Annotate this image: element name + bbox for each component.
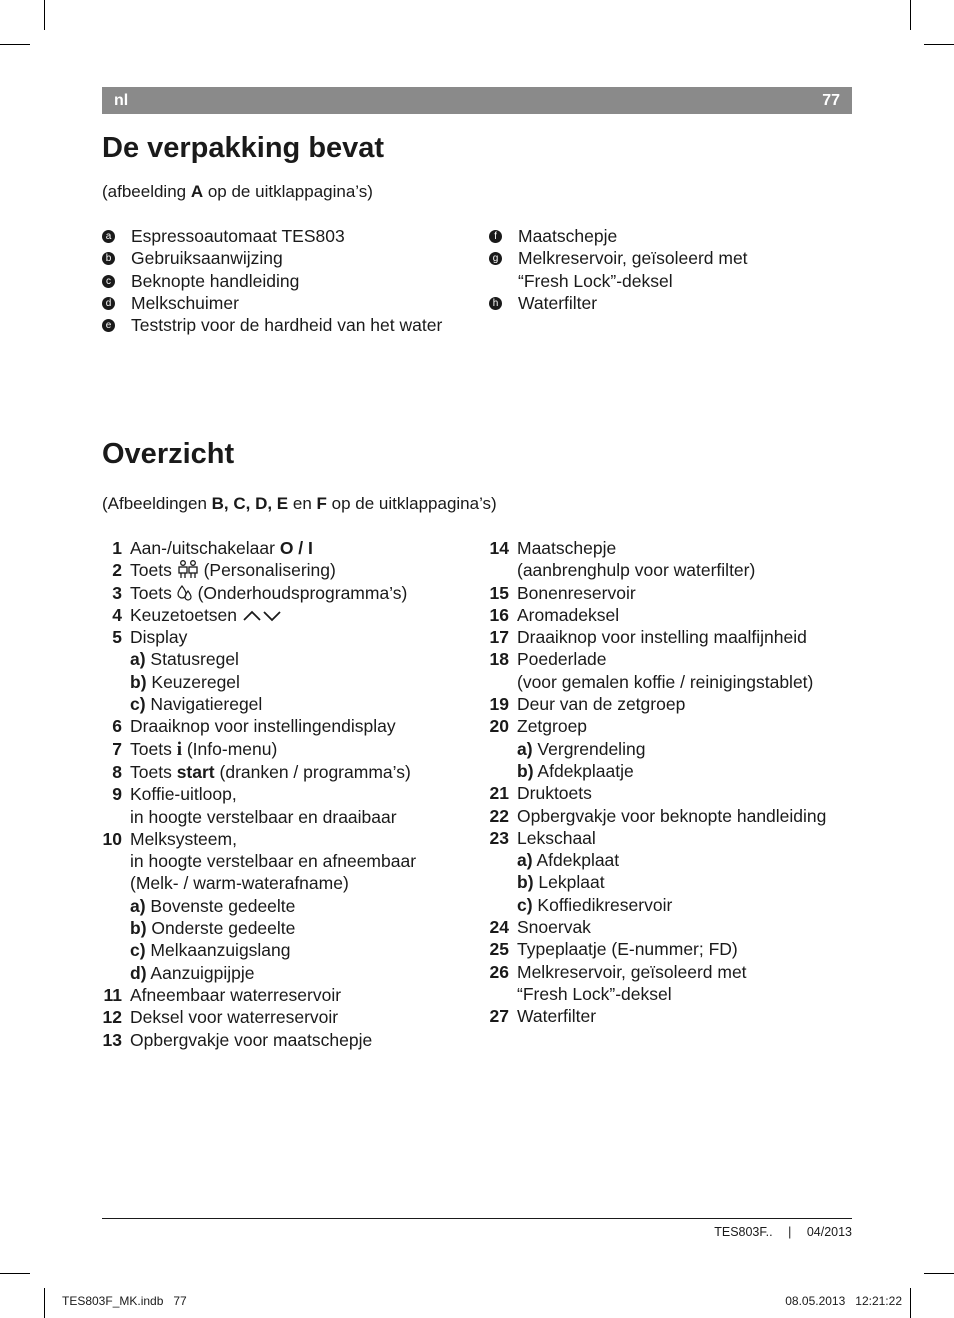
list-item: 11 Afneembaar waterreservoir: [103, 984, 342, 1005]
overview-list-left: [100, 537, 416, 1051]
crop-mark: [0, 44, 30, 45]
letter-badge: d: [102, 297, 115, 310]
list-item: 1 Aan-/uitschakelaar O / I: [112, 538, 313, 558]
section-title-package-contents: De verpakking bevat: [102, 132, 385, 164]
crop-mark: [44, 0, 45, 30]
list-item: 17 Draaiknop voor instelling maalfijnheid: [489, 627, 807, 648]
list-item: 5 Display a) Statusregel b) Keuzeregel c) Navigatieregel: [112, 627, 263, 715]
chevron-up-icon: [242, 609, 262, 623]
package-list-right: [489, 225, 748, 314]
list-item: f Maatschepje: [489, 225, 748, 247]
list-item: a Espressoautomaat TES803: [102, 225, 442, 247]
crop-mark: [910, 0, 911, 30]
language-code: nl: [114, 92, 129, 109]
list-item: 10 Melksysteem, in hoogte verstelbaar en afneembaar (Melk- / warm-waterafname) a) Bovenste gedeelte b) Onderste gedeelte c) Melkaanzuigslang d) Aanzuigpijpje: [102, 828, 417, 983]
list-item: 3 Toets (Onderhoudsprogramma’s): [112, 582, 408, 603]
list-item: d Melkschuimer: [102, 292, 442, 314]
list-item: 27 Waterfilter: [489, 1006, 597, 1027]
crop-mark: [0, 1273, 30, 1274]
list-item: 8 Toets start (dranken / programma’s): [112, 761, 411, 782]
footer-divider: [102, 1218, 852, 1219]
list-item: 13 Opbergvakje voor maatschepje: [102, 1029, 373, 1050]
chevron-down-icon: [262, 609, 282, 623]
list-item: h Waterfilter: [489, 292, 748, 314]
list-item: b Gebruiksaanwijzing: [102, 247, 442, 269]
crop-mark: [44, 1288, 45, 1318]
list-item: 9 Koffie-uitloop, in hoogte verstelbaar en draaibaar: [112, 784, 397, 827]
page-header-bar: [102, 87, 852, 114]
crop-mark: [924, 44, 954, 45]
letter-badge: c: [102, 275, 115, 288]
list-item: 23 Lekschaal a) Afdekplaat b) Lekplaat c) Koffiedikreservoir: [489, 827, 673, 915]
letter-badge: a: [102, 230, 115, 243]
letter-badge: e: [102, 319, 115, 332]
list-item: 20 Zetgroep a) Vergrendeling b) Afdekplaatje: [489, 716, 646, 781]
list-item: e Teststrip voor de hardheid van het water: [102, 314, 442, 336]
list-item: 4 Keuzetoetsen: [100, 604, 416, 626]
slug-filename: TES803F_MK.indb 77: [62, 1294, 187, 1308]
crop-mark: [910, 1288, 911, 1318]
list-item: 16 Aromadeksel: [489, 604, 620, 625]
list-item: 6 Draaiknop voor instellingendisplay: [112, 716, 396, 737]
list-item: 21 Druktoets: [489, 783, 592, 804]
slug-timestamp: 08.05.2013 12:21:22: [785, 1294, 902, 1308]
list-item: 15 Bonenreservoir: [489, 582, 636, 603]
list-item: g Melkreservoir, geïsoleerd met “Fresh Lock”-deksel: [489, 247, 748, 292]
page-number: 77: [822, 92, 840, 109]
list-item: 19 Deur van de zetgroep: [489, 694, 686, 715]
letter-badge: g: [489, 252, 502, 265]
list-item: 24 Snoervak: [489, 917, 591, 938]
list-item: 22 Opbergvakje voor beknopte handleiding: [489, 805, 827, 826]
figure-reference: (Afbeeldingen B, C, D, E en F op de uitklappagina’s): [102, 494, 497, 513]
list-item: 7 Toets i (Info-menu): [112, 738, 278, 760]
overview-list-right: [487, 537, 826, 1028]
list-item: c Beknopte handleiding: [102, 270, 442, 292]
maintenance-drops-icon: [177, 585, 193, 601]
letter-badge: h: [489, 297, 502, 310]
footer-info: TES803F.. | 04/2013: [714, 1225, 852, 1239]
crop-mark: [924, 1273, 954, 1274]
list-item: 18 Poederlade (voor gemalen koffie / reinigingstablet): [489, 649, 814, 692]
personalisation-icon: [177, 560, 199, 578]
package-list-left: [102, 225, 442, 336]
letter-badge: b: [102, 252, 115, 265]
figure-reference: (afbeelding A op de uitklappagina’s): [102, 182, 373, 201]
section-title-overview: Overzicht: [102, 438, 235, 470]
list-item: 26 Melkreservoir, geïsoleerd met “Fresh Lock”-deksel: [489, 961, 747, 1004]
list-item: 14 Maatschepje (aanbrenghulp voor waterfilter): [489, 538, 756, 581]
letter-badge: f: [489, 230, 502, 243]
info-icon: i: [176, 738, 182, 760]
list-item: 12 Deksel voor waterreservoir: [102, 1007, 339, 1028]
list-item: 25 Typeplaatje (E-nummer; FD): [489, 939, 738, 960]
list-item: 2 Toets (Personalisering): [112, 560, 336, 581]
